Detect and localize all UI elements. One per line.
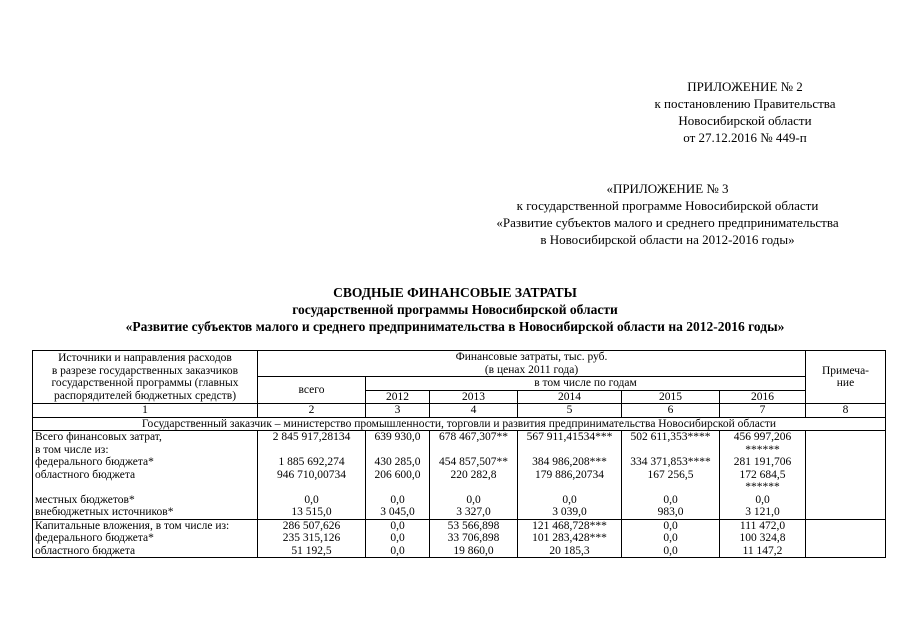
header-sources-line: государственной программы (главных	[51, 377, 239, 389]
customer-row	[33, 417, 886, 431]
value-cell-y2016: 281 191,706	[720, 456, 806, 469]
table-row	[33, 519, 886, 532]
value-cell-y2016: 111 472,0	[720, 519, 806, 532]
value-cell-y2012	[366, 444, 430, 457]
value-cell-y2016: 100 324,8	[720, 532, 806, 545]
row-label-cell: областного бюджета	[33, 545, 258, 558]
value-cell-y2012	[366, 481, 430, 494]
value-cell-y2013: 220 282,8	[430, 469, 518, 482]
value-cell-y2014: 0,0	[518, 494, 622, 507]
value-cell-y2015: 0,0	[622, 519, 720, 532]
table-row	[33, 456, 886, 469]
value-cell-y2015: 334 371,853****	[622, 456, 720, 469]
note-cell	[806, 444, 886, 457]
row-label-cell: федерального бюджета*	[33, 532, 258, 545]
row-label-cell: в том числе из:	[33, 444, 258, 457]
total-costs-group	[33, 431, 886, 520]
header-note-line: Примеча-	[821, 364, 870, 377]
header-sources-cell	[33, 351, 258, 404]
value-cell-y2016: 11 147,2	[720, 545, 806, 558]
header-note-cell	[806, 351, 886, 404]
value-cell-y2015: 167 256,5	[622, 469, 720, 482]
note-cell	[806, 519, 886, 532]
value-cell-y2012: 3 045,0	[366, 506, 430, 519]
value-cell-y2014: 384 986,208***	[518, 456, 622, 469]
value-cell-y2014: 3 039,0	[518, 506, 622, 519]
header-sources-line: Источники и направления расходов	[58, 352, 232, 364]
row-label-cell: областного бюджета	[33, 469, 258, 482]
value-cell-y2012: 0,0	[366, 494, 430, 507]
value-cell-y2013: 678 467,307**	[430, 431, 518, 444]
row-label-cell: федерального бюджета*	[33, 456, 258, 469]
value-cell-y2012: 0,0	[366, 519, 430, 532]
appendix-3-line: к государственной программе Новосибирской области	[516, 198, 819, 213]
value-cell-y2013	[430, 444, 518, 457]
value-cell-y2016: 172 684,5	[720, 469, 806, 482]
value-cell-y2016: ******	[720, 481, 806, 494]
capital-investment-group	[33, 519, 886, 558]
table-row	[33, 481, 886, 494]
title-line: СВОДНЫЕ ФИНАНСОВЫЕ ЗАТРАТЫ	[333, 285, 577, 300]
value-cell-y2012: 206 600,0	[366, 469, 430, 482]
value-cell-y2014	[518, 481, 622, 494]
value-cell-y2016: 3 121,0	[720, 506, 806, 519]
header-financial-cell	[258, 351, 806, 377]
value-cell-total	[258, 444, 366, 457]
value-cell-y2016: 0,0	[720, 494, 806, 507]
header-sources-line: в разрезе государственных заказчиков	[51, 364, 239, 377]
column-number-cell: 4	[430, 404, 518, 418]
table-row	[33, 469, 886, 482]
row-label-cell	[33, 481, 258, 494]
value-cell-total	[258, 481, 366, 494]
value-cell-y2016: 456 997,206	[720, 431, 806, 444]
appendix-2-line: ПРИЛОЖЕНИЕ № 2	[687, 79, 803, 94]
value-cell-y2013: 454 857,507**	[430, 456, 518, 469]
column-number-row	[33, 404, 886, 418]
table-row	[33, 444, 886, 457]
value-cell-total: 946 710,00734	[258, 469, 366, 482]
column-number-cell: 3	[366, 404, 430, 418]
appendix-3-header	[455, 180, 880, 248]
header-note-line: ние	[836, 377, 855, 389]
header-financial-line: (в ценах 2011 года)	[484, 363, 579, 376]
column-number-cell: 5	[518, 404, 622, 418]
value-cell-y2014: 101 283,428***	[518, 532, 622, 545]
column-number-cell: 7	[720, 404, 806, 418]
value-cell-y2015: 502 611,353****	[622, 431, 720, 444]
note-cell	[806, 532, 886, 545]
value-cell-y2015: 983,0	[622, 506, 720, 519]
value-cell-y2014: 567 911,41534***	[518, 431, 622, 444]
note-cell	[806, 456, 886, 469]
header-total-cell: всего	[258, 377, 366, 404]
value-cell-y2015: 0,0	[622, 532, 720, 545]
table-header-row	[33, 351, 886, 377]
row-label-cell: местных бюджетов*	[33, 494, 258, 507]
note-cell	[806, 431, 886, 444]
value-cell-y2012: 0,0	[366, 532, 430, 545]
header-by-years-cell: в том числе по годам	[366, 377, 806, 391]
value-cell-y2015	[622, 481, 720, 494]
appendix-2-header	[600, 78, 890, 146]
value-cell-y2012: 639 930,0	[366, 431, 430, 444]
row-label-cell: Всего финансовых затрат,	[33, 431, 258, 444]
value-cell-y2012: 430 285,0	[366, 456, 430, 469]
value-cell-total: 51 192,5	[258, 545, 366, 558]
note-cell	[806, 506, 886, 519]
column-number-cell: 2	[258, 404, 366, 418]
table-row	[33, 431, 886, 444]
header-year-cell: 2014	[518, 390, 622, 404]
note-cell	[806, 545, 886, 558]
header-year-cell: 2012	[366, 390, 430, 404]
appendix-2-line: к постановлению Правительства	[654, 96, 836, 111]
value-cell-total: 286 507,626	[258, 519, 366, 532]
appendix-2-line: от 27.12.2016 № 449-п	[683, 130, 807, 145]
value-cell-total: 235 315,126	[258, 532, 366, 545]
value-cell-y2013: 53 566,898	[430, 519, 518, 532]
value-cell-y2013: 19 860,0	[430, 545, 518, 558]
value-cell-total: 2 845 917,28134	[258, 431, 366, 444]
title-line: «Развитие субъектов малого и среднего предпринимательства в Новосибирской области на 2012-2016 годы»	[125, 319, 785, 334]
value-cell-y2015	[622, 444, 720, 457]
column-number-cell: 1	[33, 404, 258, 418]
table-row	[33, 532, 886, 545]
document-title	[30, 284, 880, 335]
note-cell	[806, 469, 886, 482]
header-sources-line: распорядителей бюджетных средств)	[53, 389, 237, 402]
value-cell-total: 1 885 692,274	[258, 456, 366, 469]
value-cell-y2013: 33 706,898	[430, 532, 518, 545]
value-cell-total: 13 515,0	[258, 506, 366, 519]
appendix-3-line: в Новосибирской области на 2012-2016 годы»	[540, 232, 795, 247]
value-cell-y2014: 121 468,728***	[518, 519, 622, 532]
value-cell-y2013: 3 327,0	[430, 506, 518, 519]
column-number-cell: 8	[806, 404, 886, 418]
note-cell	[806, 481, 886, 494]
value-cell-y2015: 0,0	[622, 545, 720, 558]
row-label-cell: внебюджетных источников*	[33, 506, 258, 519]
header-year-cell: 2016	[720, 390, 806, 404]
value-cell-y2012: 0,0	[366, 545, 430, 558]
value-cell-y2015: 0,0	[622, 494, 720, 507]
value-cell-y2013	[430, 481, 518, 494]
table-row	[33, 545, 886, 558]
row-label-cell: Капитальные вложения, в том числе из:	[33, 519, 258, 532]
column-number-cell: 6	[622, 404, 720, 418]
header-financial-line: Финансовые затраты, тыс. руб.	[455, 351, 608, 363]
value-cell-y2013: 0,0	[430, 494, 518, 507]
table-row	[33, 494, 886, 507]
appendix-2-line: Новосибирской области	[678, 113, 812, 128]
customer-cell: Государственный заказчик – министерство промышленности, торговли и развития предпринимательства Новосибирской области	[33, 417, 886, 431]
financial-costs-table	[32, 350, 886, 558]
value-cell-y2014	[518, 444, 622, 457]
appendix-3-line: «Развитие субъектов малого и среднего предпринимательства	[496, 215, 839, 230]
header-year-cell: 2015	[622, 390, 720, 404]
note-cell	[806, 494, 886, 507]
header-year-cell: 2013	[430, 390, 518, 404]
appendix-3-line: «ПРИЛОЖЕНИЕ № 3	[606, 181, 729, 196]
value-cell-y2014: 20 185,3	[518, 545, 622, 558]
table-row	[33, 506, 886, 519]
value-cell-y2016: ******	[720, 444, 806, 457]
value-cell-y2014: 179 886,20734	[518, 469, 622, 482]
title-line: государственной программы Новосибирской области	[292, 302, 618, 317]
value-cell-total: 0,0	[258, 494, 366, 507]
